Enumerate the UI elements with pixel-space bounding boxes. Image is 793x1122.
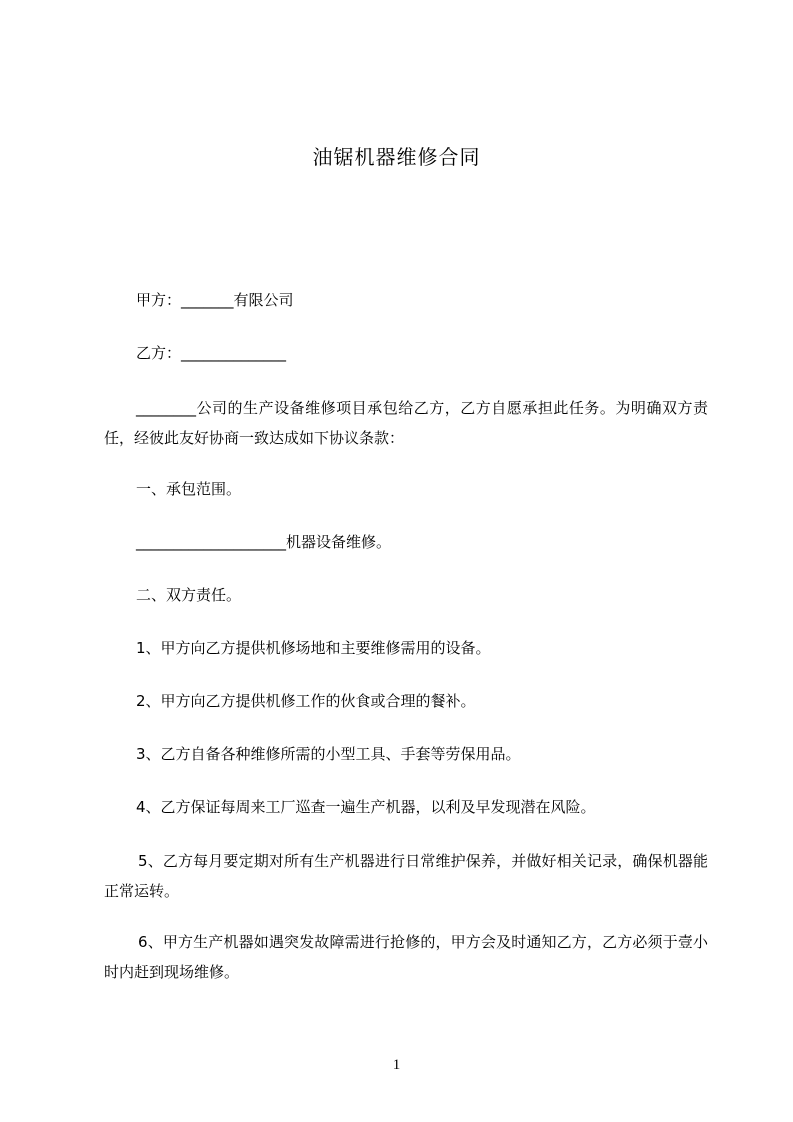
party-a-line: 甲方：_______有限公司: [136, 291, 294, 309]
list-item: 5、乙方每月要定期对所有生产机器进行日常维护保养，并做好相关记录，确保机器能正常运转。: [104, 852, 708, 900]
list-item: 2、甲方向乙方提供机修工作的伙食或合理的餐补。: [136, 692, 476, 710]
intro-paragraph: ________公司的生产设备维修项目承包给乙方，乙方自愿承担此任务。为明确双方责任，经彼此友好协商一致达成如下协议条款：: [104, 399, 708, 447]
list-item: 3、乙方自备各种维修所需的小型工具、手套等劳保用品。: [136, 745, 521, 763]
section-1-heading: 一、承包范围。: [136, 480, 242, 498]
document-title: 油锯机器维修合同: [312, 145, 481, 169]
party-b-line: 乙方：______________: [136, 344, 287, 362]
section-1-text: ____________________机器设备维修。: [136, 533, 392, 551]
list-item: 1、甲方向乙方提供机修场地和主要维修需用的设备。: [136, 639, 491, 657]
section-2-heading: 二、双方责任。: [136, 586, 242, 604]
list-item: 4、乙方保证每周来工厂巡查一遍生产机器，以利及早发现潜在风险。: [136, 798, 596, 816]
page-number: 1: [392, 1057, 401, 1073]
list-item: 6、甲方生产机器如遇突发故障需进行抢修的，甲方会及时通知乙方，乙方必须于壹小时内赶到现场维修。: [104, 933, 708, 981]
